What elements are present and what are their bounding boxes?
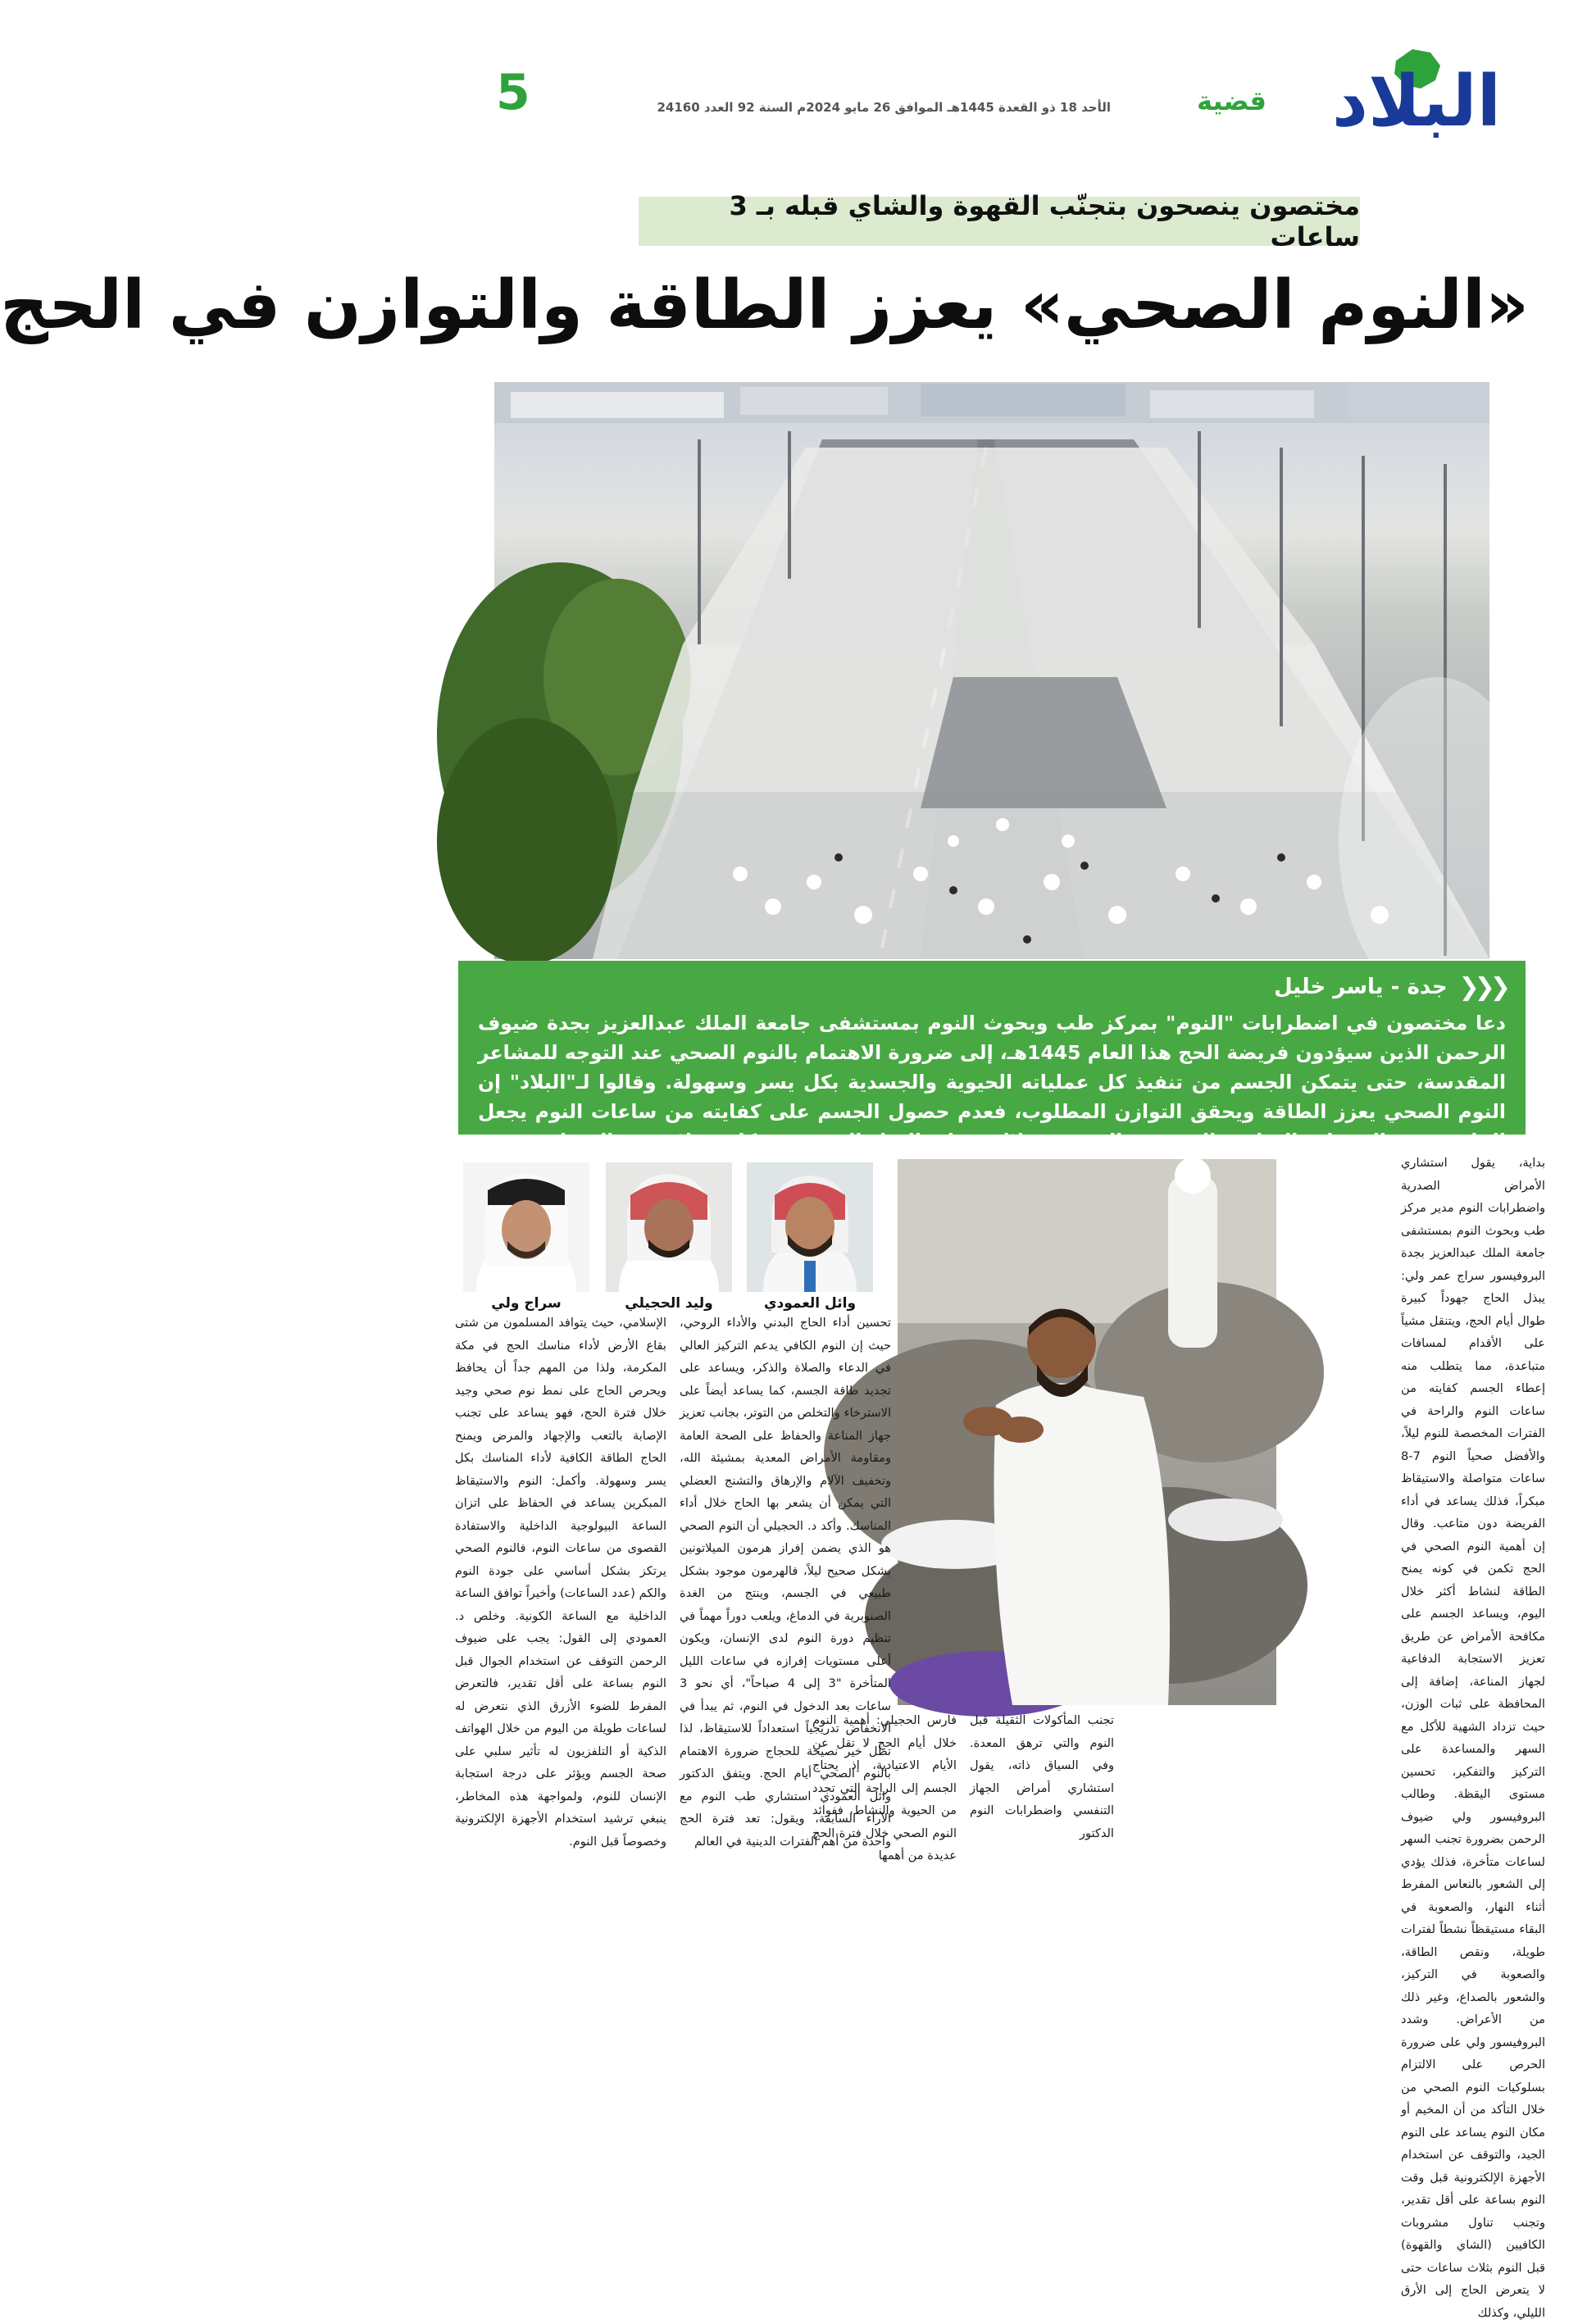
section-label: قضية	[1197, 85, 1266, 116]
main-headline: «النوم الصحي» يعزز الطاقة والتوازن في الحج	[0, 266, 1529, 344]
praying-pilgrim-illustration	[898, 1159, 1276, 1705]
portrait-wael-alamoudi	[747, 1162, 873, 1292]
article-column-2	[970, 1709, 1114, 1840]
pilgrims-crowd-illustration	[494, 382, 1489, 959]
kicker-headline: مختصون ينصحون بتجنّب القهوة والشاي قبله بـ 3 ساعات	[639, 197, 1360, 246]
portrait-name-3: سراج ولي	[491, 1295, 562, 1312]
byline-text: جدة - ياسر خليل	[1274, 975, 1448, 999]
page-number: 5	[496, 64, 530, 121]
article-column-4	[680, 1312, 891, 1849]
column-2-text: تجنب المأكولات الثقيلة قبل النوم والتي ترهق المعدة. وفي السياق ذاته، يقول استشاري أمراض الجهاز التنفسي واضطرابات النوم الدكتور	[970, 1713, 1114, 1840]
portrait-siraj-wali	[463, 1162, 589, 1292]
logo-text: البلاد	[1331, 61, 1502, 143]
article-column-1	[1401, 1152, 1545, 2320]
photo-praying-pilgrim	[898, 1159, 1276, 1705]
column-5-text: الإسلامي، حيث يتوافد المسلمون من شتى بقاع الأرض لأداء مناسك الحج في مكة المكرمة، ولذا من المهم جداً أن يحافظ ويحرص الحاج على نمط نوم صحي وجيد خلال فترة الحج، فهو يساعد على تجنب الإصابة بالتعب والإجهاد والمرض ويمنح الحاج الطاقة الكافية لأداء المناسك بكل يسر وسهولة. وأكمل: النوم والاستيقاظ المبكرين يساعد في الحفاظ على اتزان الساعة البيولوجية الداخلية والاستفادة القصوى من ساعات النوم، فالنوم الصحي يرتكز بشكل أساسي على جودة النوم والكم (عدد الساعات) وأخيراً توافق الساعة الداخلية مع الساعة الكونية. وخلص د. العمودي إلى القول: يجب على ضيوف الرحمن التوقف عن استخدام الجوال قبل النوم بساعة على أقل تقدير، فالتعرض المفرط للضوء الأزرق الذي نتعرض له لساعات طويلة من اليوم من خلال الهواتف الذكية أو التلفزيون له تأثير سلبي على صحة الجسم ويؤثر على درجة استجابة الإنسان للنوم، ولمواجهة هذه المخاطر، ينبغي ترشيد استخدام الأجهزة الإلكترونية وخصوصاً قبل النوم.	[455, 1316, 666, 1849]
portrait-illustration-2	[606, 1162, 732, 1292]
portrait-name-1: وائل العمودي	[763, 1295, 857, 1312]
hero-photo-pilgrims	[494, 382, 1489, 959]
portrait-illustration-3	[463, 1162, 589, 1292]
portrait-illustration-1	[747, 1162, 873, 1292]
chevrons-icon: ❮❮❮	[1458, 972, 1506, 1002]
column-1-text: بداية، يقول استشاري الأمراض الصدرية واضطرابات النوم مدير مركز طب وبحوث النوم بمستشفى جامعة الملك عبدالعزيز بجدة البروفيسور سراج عمر ولي: يبذل الحاج جهوداً كبيرة طوال أيام الحج، ويتنقل مشياً على الأقدام لمسافات متباعدة، مما يتطلب منه إعطاء الجسم كفايته من ساعات النوم والراحة في الفترات المخصصة للنوم ليلاً، والأفضل صحياً النوم 7-8 ساعات متواصلة والاستيقاظ مبكراً، فذلك يساعد في أداء الفريضة دون متاعب. وقال إن أهمية النوم الصحي في الحج تكمن في كونه يمنح الطاقة لنشاط أكثر خلال اليوم، ويساعد الجسم على مكافحة الأمراض عن طريق تعزيز الاستجابة الدفاعية لجهاز المناعة، إضافة إلى المحافظة على ثبات الوزن، حيث تزداد الشهية للأكل مع السهر والمساعدة على التركيز والتفكير، تحسين مستوى اليقظة. وطالب البروفيسور ولي ضيوف الرحمن بضرورة تجنب السهر لساعات متأخرة، فذلك يؤدي إلى الشعور بالنعاس المفرط أثناء النهار، والصعوبة في البقاء مستيقظاً نشطاً لفترات طويلة، ونقص الطاقة، والصعوبة في التركيز، والشعور بالصداع، وغير ذلك من الأعراض. وشدد البروفيسور ولي على ضرورة الحرص على الالتزام بسلوكيات النوم الصحي من خلال التأكد من أن المخيم أو مكان النوم يساعد على النوم الجيد، والتوقف عن استخدام الأجهزة الإلكترونية قبل وقت النوم بساعة على أقل تقدير، وتجنب تناول مشروبات الكافيين (الشاي والقهوة) قبل النوم بثلاث ساعات حتى لا يتعرض الحاج إلى الأرق الليلي، وكذلك	[1401, 1156, 1545, 2320]
dateline: الأحد 18 ذو القعدة 1445هـ الموافق 26 مايو 2024م السنة 92 العدد 24160	[657, 100, 1111, 115]
column-4-text: تحسين أداء الحاج البدني والأداء الروحي، حيث إن النوم الكافي يدعم التركيز العالي في الدعاء والصلاة والذكر، ويساعد على تجديد طاقة الجسم، كما يساعد أيضاً على الاسترخاء والتخلص من التوتر، بجانب تعزيز جهاز المناعة والحفاظ على الصحة العامة ومقاومة الأمراض المعدية بمشيئة الله، وتخفيف الآلام والإرهاق والتشنج العضلي التي يمكن أن يشعر بها الحاج خلال أداء المناسك. وأكد د. الحجيلي أن النوم الصحي هو الذي يضمن إفراز هرمون الميلاتونين بشكل صحيح ليلاً، فالهرمون موجود بشكل طبيعي في الجسم، وينتج من الغدة الصنوبرية في الدماغ، ويلعب دوراً مهماً في تنظيم دورة النوم لدى الإنسان، ويكون أعلى مستويات إفرازه في ساعات الليل المتأخرة "3 إلى 4 صباحاً"، أي نحو 3 ساعات بعد الدخول في النوم، ثم يبدأ في الانخفاض تدريجياً استعداداً للاستيقاظ، لذا تظل خير نصيحة للحجاج ضرورة الاهتمام بالنوم الصحي أيام الحج. ويتفق الدكتور وائل العمودي استشاري طب النوم مع الآراء السابقة، ويقول: تعد فترة الحج واحدة من أهم الفترات الدينية في العالم	[680, 1316, 891, 1849]
lead-paragraph: دعا مختصون في اضطرابات "النوم" بمركز طب وبحوث النوم بمستشفى جامعة الملك عبدالعزيز بجدة ضيوف الرحمن الذين سيؤدون فريضة الحج هذا العام 1445هـ، إلى ضرورة الاهتمام بالنوم الصحي عند التوجه للمشاعر المقدسة، حتى يتمكن الجسم من تنفيذ كل عملياته الحيوية والجسدية بكل يسر وسهولة. وقالوا لـ"البلاد" إن النوم الصحي يعزز الطاقة ويحقق التوازن المطلوب، فعدم حصول الجسم على كفايته من ساعات النوم يجعل الحاج يشعر بالخمول والمتاعب النفسية والجسدية خلال فترات النهار التي تشهد كل تنقلاته في المشاعر.	[478, 1012, 1506, 1153]
lead-box	[458, 961, 1526, 1153]
newspaper-logo	[1314, 44, 1519, 143]
byline	[478, 972, 1506, 1002]
portrait-name-2: وليد الحجيلي	[625, 1295, 713, 1312]
article-column-5	[455, 1312, 666, 1849]
column-3-text: فارس الحجيلي: أهمية النوم خلال أيام الحج لا تقل عن الأيام الاعتيادية، إذ يحتاج الجسم إلى الراحة التي تجدد من الحيوية والنشاط، ففوائد النوم الصحي خلال فترة الحج عديدة من أهمها	[812, 1713, 957, 1862]
portrait-waleed-alhujaili	[606, 1162, 732, 1292]
